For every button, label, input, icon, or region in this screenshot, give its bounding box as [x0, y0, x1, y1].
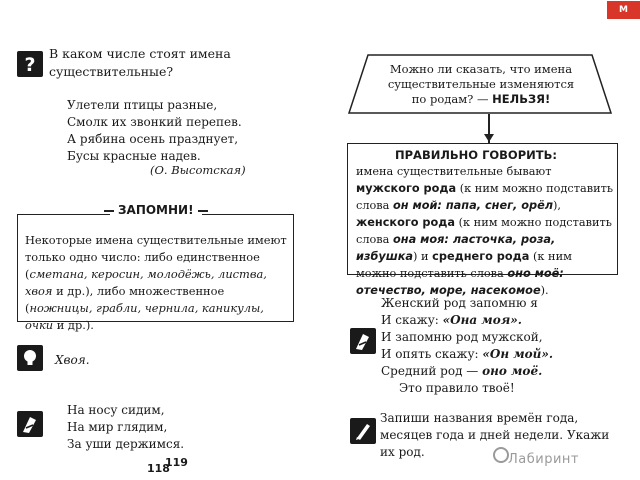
pen-icon [350, 418, 376, 444]
poem-line: И запомню род мужской, [381, 330, 543, 344]
poem-line: Улетели птицы разные, [67, 98, 218, 112]
poem-line: Это правило твоё! [399, 381, 515, 395]
watermark-text: Лабиринт [508, 452, 579, 467]
page-number-left: 118 [147, 462, 170, 475]
poem-line: Бусы красные надев. [67, 149, 201, 163]
lightbulb-icon [17, 345, 43, 371]
watermark-logo-icon [493, 447, 509, 463]
bird-feather-icon [350, 328, 376, 354]
page-number-right: 119 [165, 456, 188, 469]
poem-author: (О. Высотская) [150, 163, 246, 177]
correct-speech-title: ПРАВИЛЬНО ГОВОРИТЬ: [395, 148, 557, 162]
poem-line: И скажу: «Она моя». [381, 313, 522, 327]
remember-text: Некоторые имена существительные имеют только одно число: либо единственное (сметана, керосин, молодёжь, листва, хвоя и др.), либо множественное (ножницы, грабли, чернила, каникулы, очки и др.). [25, 233, 287, 332]
remember-title: ЗАПОМНИ! [110, 203, 202, 217]
poem-line: На носу сидим, [67, 403, 165, 417]
question-mark-icon [17, 51, 43, 77]
poem-line: И опять скажу: «Он мой». [381, 347, 554, 361]
corner-logo: M [607, 1, 640, 19]
poem-line: За уши держимся. [67, 437, 185, 451]
correct-speech-text: имена существительные бывают мужского рода (к ним можно подставить слова он мой: папа, снег, орёл), женского рода (к ним можно подставить слова она моя: ласточка, роза, избушка) и среднего рода (к ним можно подставить слова оно моё: отечество, море, насекомое). [356, 165, 614, 297]
svg-text:?: ? [24, 54, 36, 74]
poem-line: Средний род — оно моё. [381, 364, 543, 378]
poem-line: На мир глядим, [67, 420, 168, 434]
poem-autumn [67, 97, 242, 165]
task-text: Запиши названия времён года, месяцев года и дней недели. Укажи их род. [380, 411, 610, 459]
question-text: В каком числе стоят имена существительные? [49, 46, 231, 79]
gender-poem [381, 295, 553, 397]
poem-line: Женский род запомню я [381, 296, 538, 310]
riddle-answer: Хвоя. [55, 353, 90, 367]
poem-line: Смолк их звонкий перепев. [67, 115, 242, 129]
arrow-down-icon [484, 134, 494, 142]
poem-line: А рябина осень празднует, [67, 132, 239, 146]
bird-feather-icon [17, 411, 43, 437]
trapezoid-text: Можно ли сказать, что имена существительные изменяются по родам? — НЕЛЬЗЯ! [387, 62, 575, 106]
riddle-poem [67, 402, 184, 453]
